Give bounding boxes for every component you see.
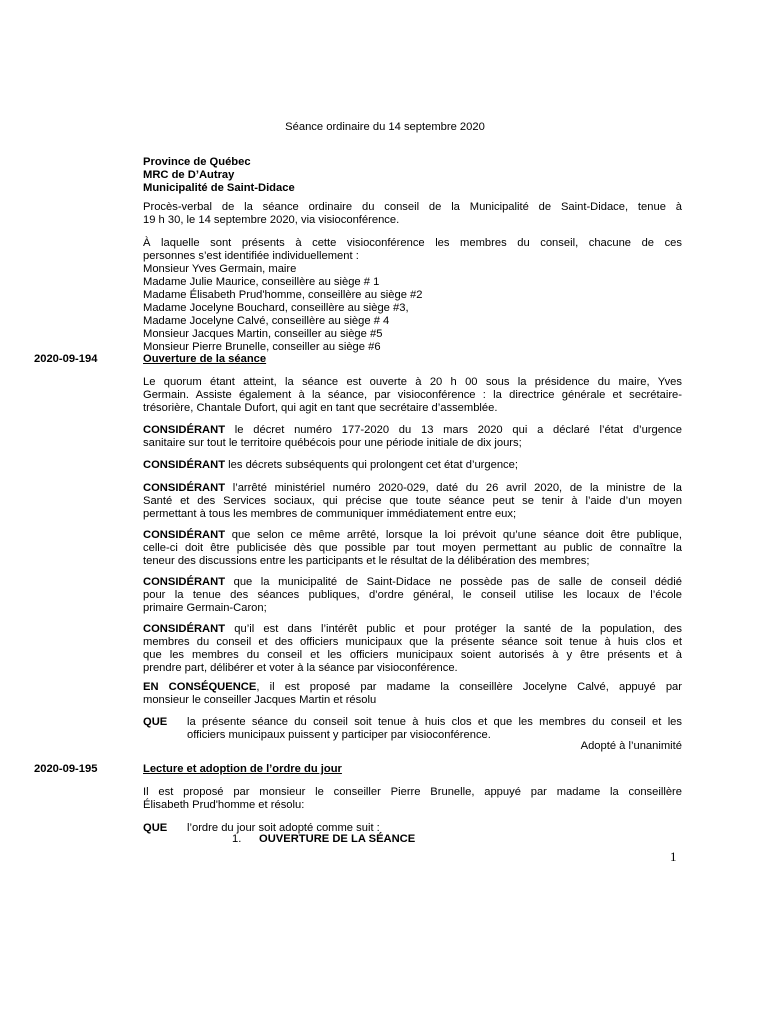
- resolution-number: 2020-09-194: [34, 353, 98, 365]
- adoption-note: Adopté à l’unanimité: [580, 740, 682, 752]
- paragraph: Il est proposé par monsieur le conseiller Pierre Brunelle, appuyé par madame la conseillère Élisabeth Prud'homme et résolu:: [143, 786, 682, 811]
- attendee: Monsieur Yves Germain, maire: [143, 263, 297, 275]
- que-paragraph: l’ordre du jour soit adopté comme suit :: [187, 822, 380, 834]
- paragraph: Le quorum étant atteint, la séance est ouverte à 20 h 00 sous la présidence du maire, Yves Germain. Assiste également à la séance, par visioconférence : la directrice générale et secrétaire- trésorière, Chantale Dufort, qui agit en tant que secrétaire d’assemblée.: [143, 376, 682, 414]
- resolution-number: 2020-09-195: [34, 763, 98, 775]
- que-paragraph: la présente séance du conseil soit tenue à huis clos et que les membres du conseil et les officiers municipaux puissent y participer par visioconférence.: [187, 716, 682, 741]
- attendee: Monsieur Jacques Martin, conseiller au siège #5: [143, 328, 383, 340]
- attendees-paragraph: À laquelle sont présents à cette visioconférence les membres du conseil, chacune de ces personnes s’est identifiée individuellement : Monsieur Yves Germain, maire Madame Julie Maurice, conseillère au siège # 1 Madame Élisabeth Prud'homme, conseillère au siège #2 Madame Jocelyne Bouchard, conseillère au siège #3, Madame Jocelyne Calvé, conseillère au siège # 4 Monsieur Jacques Martin, conseiller au siège #5 Monsieur Pierre Brunelle, conseiller au siège #6: [143, 237, 682, 353]
- que-label: QUE: [143, 822, 168, 834]
- location-municipality: Municipalité de Saint-Didace: [143, 182, 295, 194]
- agenda-item-title: OUVERTURE DE LA SÉANCE: [259, 833, 416, 845]
- que-label: QUE: [143, 716, 168, 728]
- considerant-paragraph: CONSIDÉRANT qu’il est dans l’intérêt public et pour protéger la santé de la population, des membres du conseil et des officiers municipaux que la présente séance soit tenue à huis clos et que les membres du conseil et les officiers municipaux soient autorisés à y être présents et à prendre part, délibérer et voter à la séance par visioconférence.: [143, 623, 682, 674]
- attendee: Madame Jocelyne Calvé, conseillère au siège # 4: [143, 315, 390, 327]
- attendee: Madame Élisabeth Prud'homme, conseillère au siège #2: [143, 289, 423, 301]
- session-title: Séance ordinaire du 14 septembre 2020: [285, 121, 485, 133]
- considerant-paragraph: CONSIDÉRANT les décrets subséquents qui prolongent cet état d’urgence;: [143, 459, 518, 471]
- location-province: Province de Québec: [143, 156, 251, 168]
- location-mrc: MRC de D’Autray: [143, 169, 235, 181]
- considerant-paragraph: CONSIDÉRANT le décret numéro 177-2020 du 13 mars 2020 qui a déclaré l’état d’urgence sanitaire sur tout le territoire québécois pour une période initiale de dix jours;: [143, 424, 682, 449]
- agenda-item-number: 1.: [232, 833, 242, 845]
- considerant-paragraph: CONSIDÉRANT l’arrêté ministériel numéro 2020-029, daté du 26 avril 2020, de la ministre de la Santé et des Services sociaux, qui précise que toute séance peut se tenir à l’aide d’un moyen permettant à tous les membres de communiquer immédiatement entre eux;: [143, 482, 682, 520]
- attendee: Madame Julie Maurice, conseillère au siège # 1: [143, 276, 380, 288]
- consequence-paragraph: EN CONSÉQUENCE, il est proposé par madame la conseillère Jocelyne Calvé, appuyé par monsieur le conseiller Jacques Martin et résolu: [143, 681, 682, 706]
- resolution-heading: Ouverture de la séance: [143, 353, 267, 365]
- considerant-paragraph: CONSIDÉRANT que selon ce même arrêté, lorsque la loi prévoit qu’une séance doit être publique, celle-ci doit être publicisée dès que possible par tout moyen permettant au public de connaître la teneur des discussions entre les participants et le résultat de la délibération des membres;: [143, 529, 682, 567]
- attendee: Madame Jocelyne Bouchard, conseillère au siège #3,: [143, 302, 409, 314]
- intro-paragraph: Procès-verbal de la séance ordinaire du conseil de la Municipalité de Saint-Didace, tenue à 19 h 30, le 14 septembre 2020, via visioconférence.: [143, 201, 682, 226]
- considerant-paragraph: CONSIDÉRANT que la municipalité de Saint-Didace ne possède pas de salle de conseil dédié pour la tenue des séances publiques, d’ordre général, le conseil utilise les locaux de l’école primaire Germain-Caron;: [143, 576, 682, 614]
- resolution-heading: Lecture et adoption de l’ordre du jour: [143, 763, 342, 775]
- location-block: [143, 156, 682, 195]
- page-number: 1: [670, 849, 677, 864]
- attendee: Monsieur Pierre Brunelle, conseiller au siège #6: [143, 341, 381, 353]
